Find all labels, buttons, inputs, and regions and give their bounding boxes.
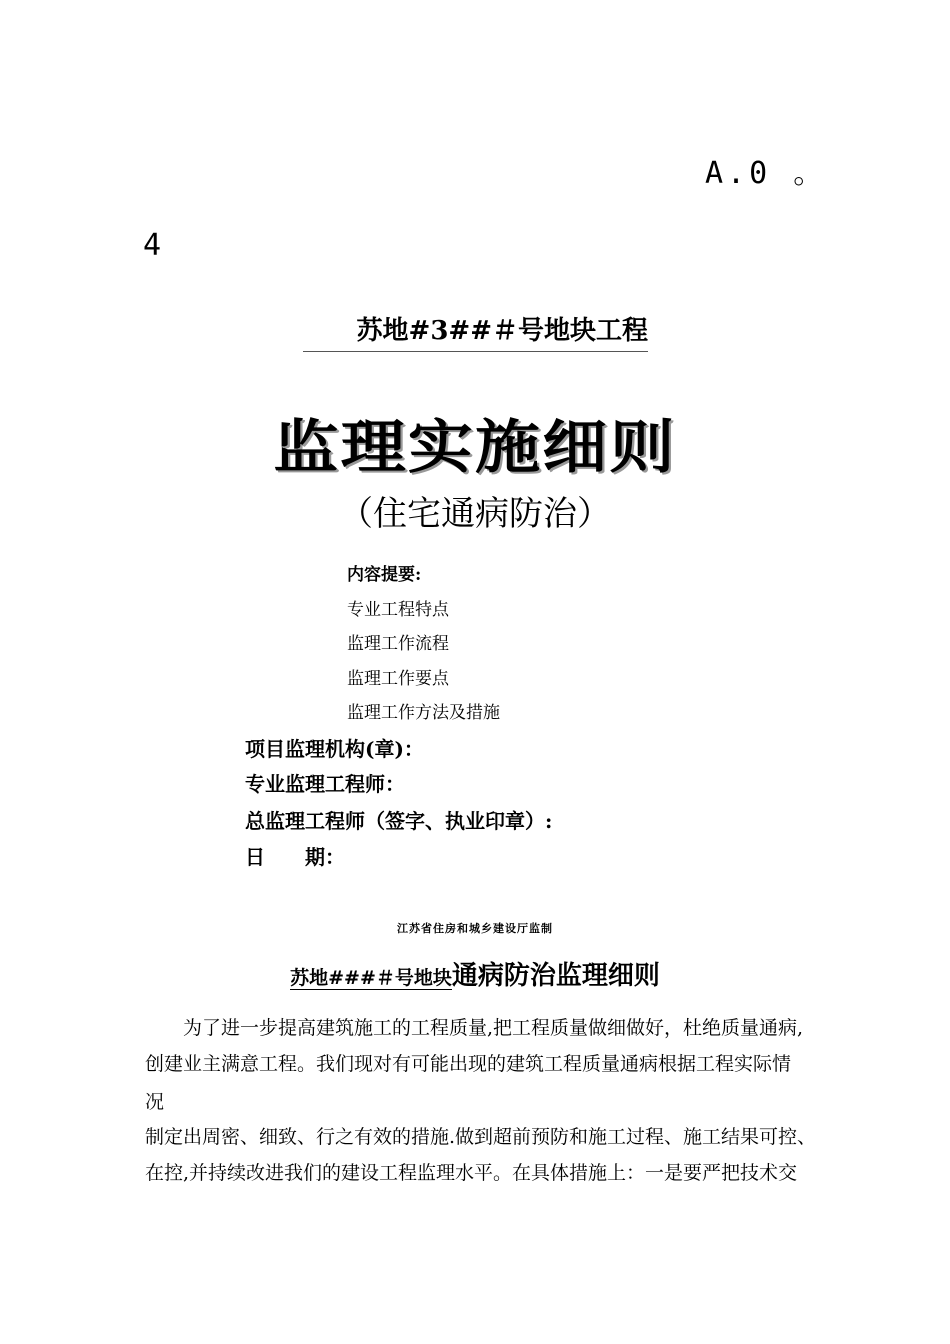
paragraph-line: 创建业主满意工程。我们现对有可能出现的建筑工程质量通病根据工程实际情 bbox=[145, 1053, 792, 1075]
summary-heading: 内容提要: bbox=[347, 565, 422, 585]
paragraph-line: 况 bbox=[145, 1091, 165, 1113]
paragraph-line: 制定出周密、细致、行之有效的措施.做到超前预防和施工过程、施工结果可控、 bbox=[145, 1126, 817, 1148]
field-date: 日 期： bbox=[245, 845, 345, 869]
main-title: 监理实施细则 bbox=[273, 413, 677, 481]
summary-item: 监理工作流程 bbox=[347, 634, 449, 654]
field-chief-engineer: 总监理工程师（签字、执业印章）: bbox=[245, 809, 553, 833]
summary-item: 专业工程特点 bbox=[347, 600, 449, 620]
summary-item: 监理工作要点 bbox=[347, 669, 449, 689]
document-code: A.0 。 bbox=[705, 156, 828, 191]
project-title: 苏地#3##＃号地块工程 bbox=[303, 310, 648, 352]
field-specialist-engineer: 专业监理工程师： bbox=[245, 772, 405, 796]
summary-item: 监理工作方法及措施 bbox=[347, 703, 500, 723]
section-title-underlined: 苏地###＃号地块 bbox=[290, 967, 452, 989]
subtitle: （住宅通病防治） bbox=[339, 494, 611, 534]
section-title bbox=[0, 955, 950, 992]
section-title-rest: 通病防治监理细则 bbox=[451, 961, 660, 991]
paragraph-line: 为了进一步提高建筑施工的工程质量,把工程质量做细做好，杜绝质量通病, bbox=[145, 1017, 804, 1039]
page-number: 4 bbox=[143, 228, 162, 263]
field-supervision-agency: 项目监理机构(章)： bbox=[245, 737, 424, 761]
paragraph-line: 在控,并持续改进我们的建设工程监理水平。在具体措施上：一是要严把技术交 bbox=[145, 1162, 798, 1184]
issuer-label: 江苏省住房和城乡建设厅监制 bbox=[397, 922, 553, 935]
